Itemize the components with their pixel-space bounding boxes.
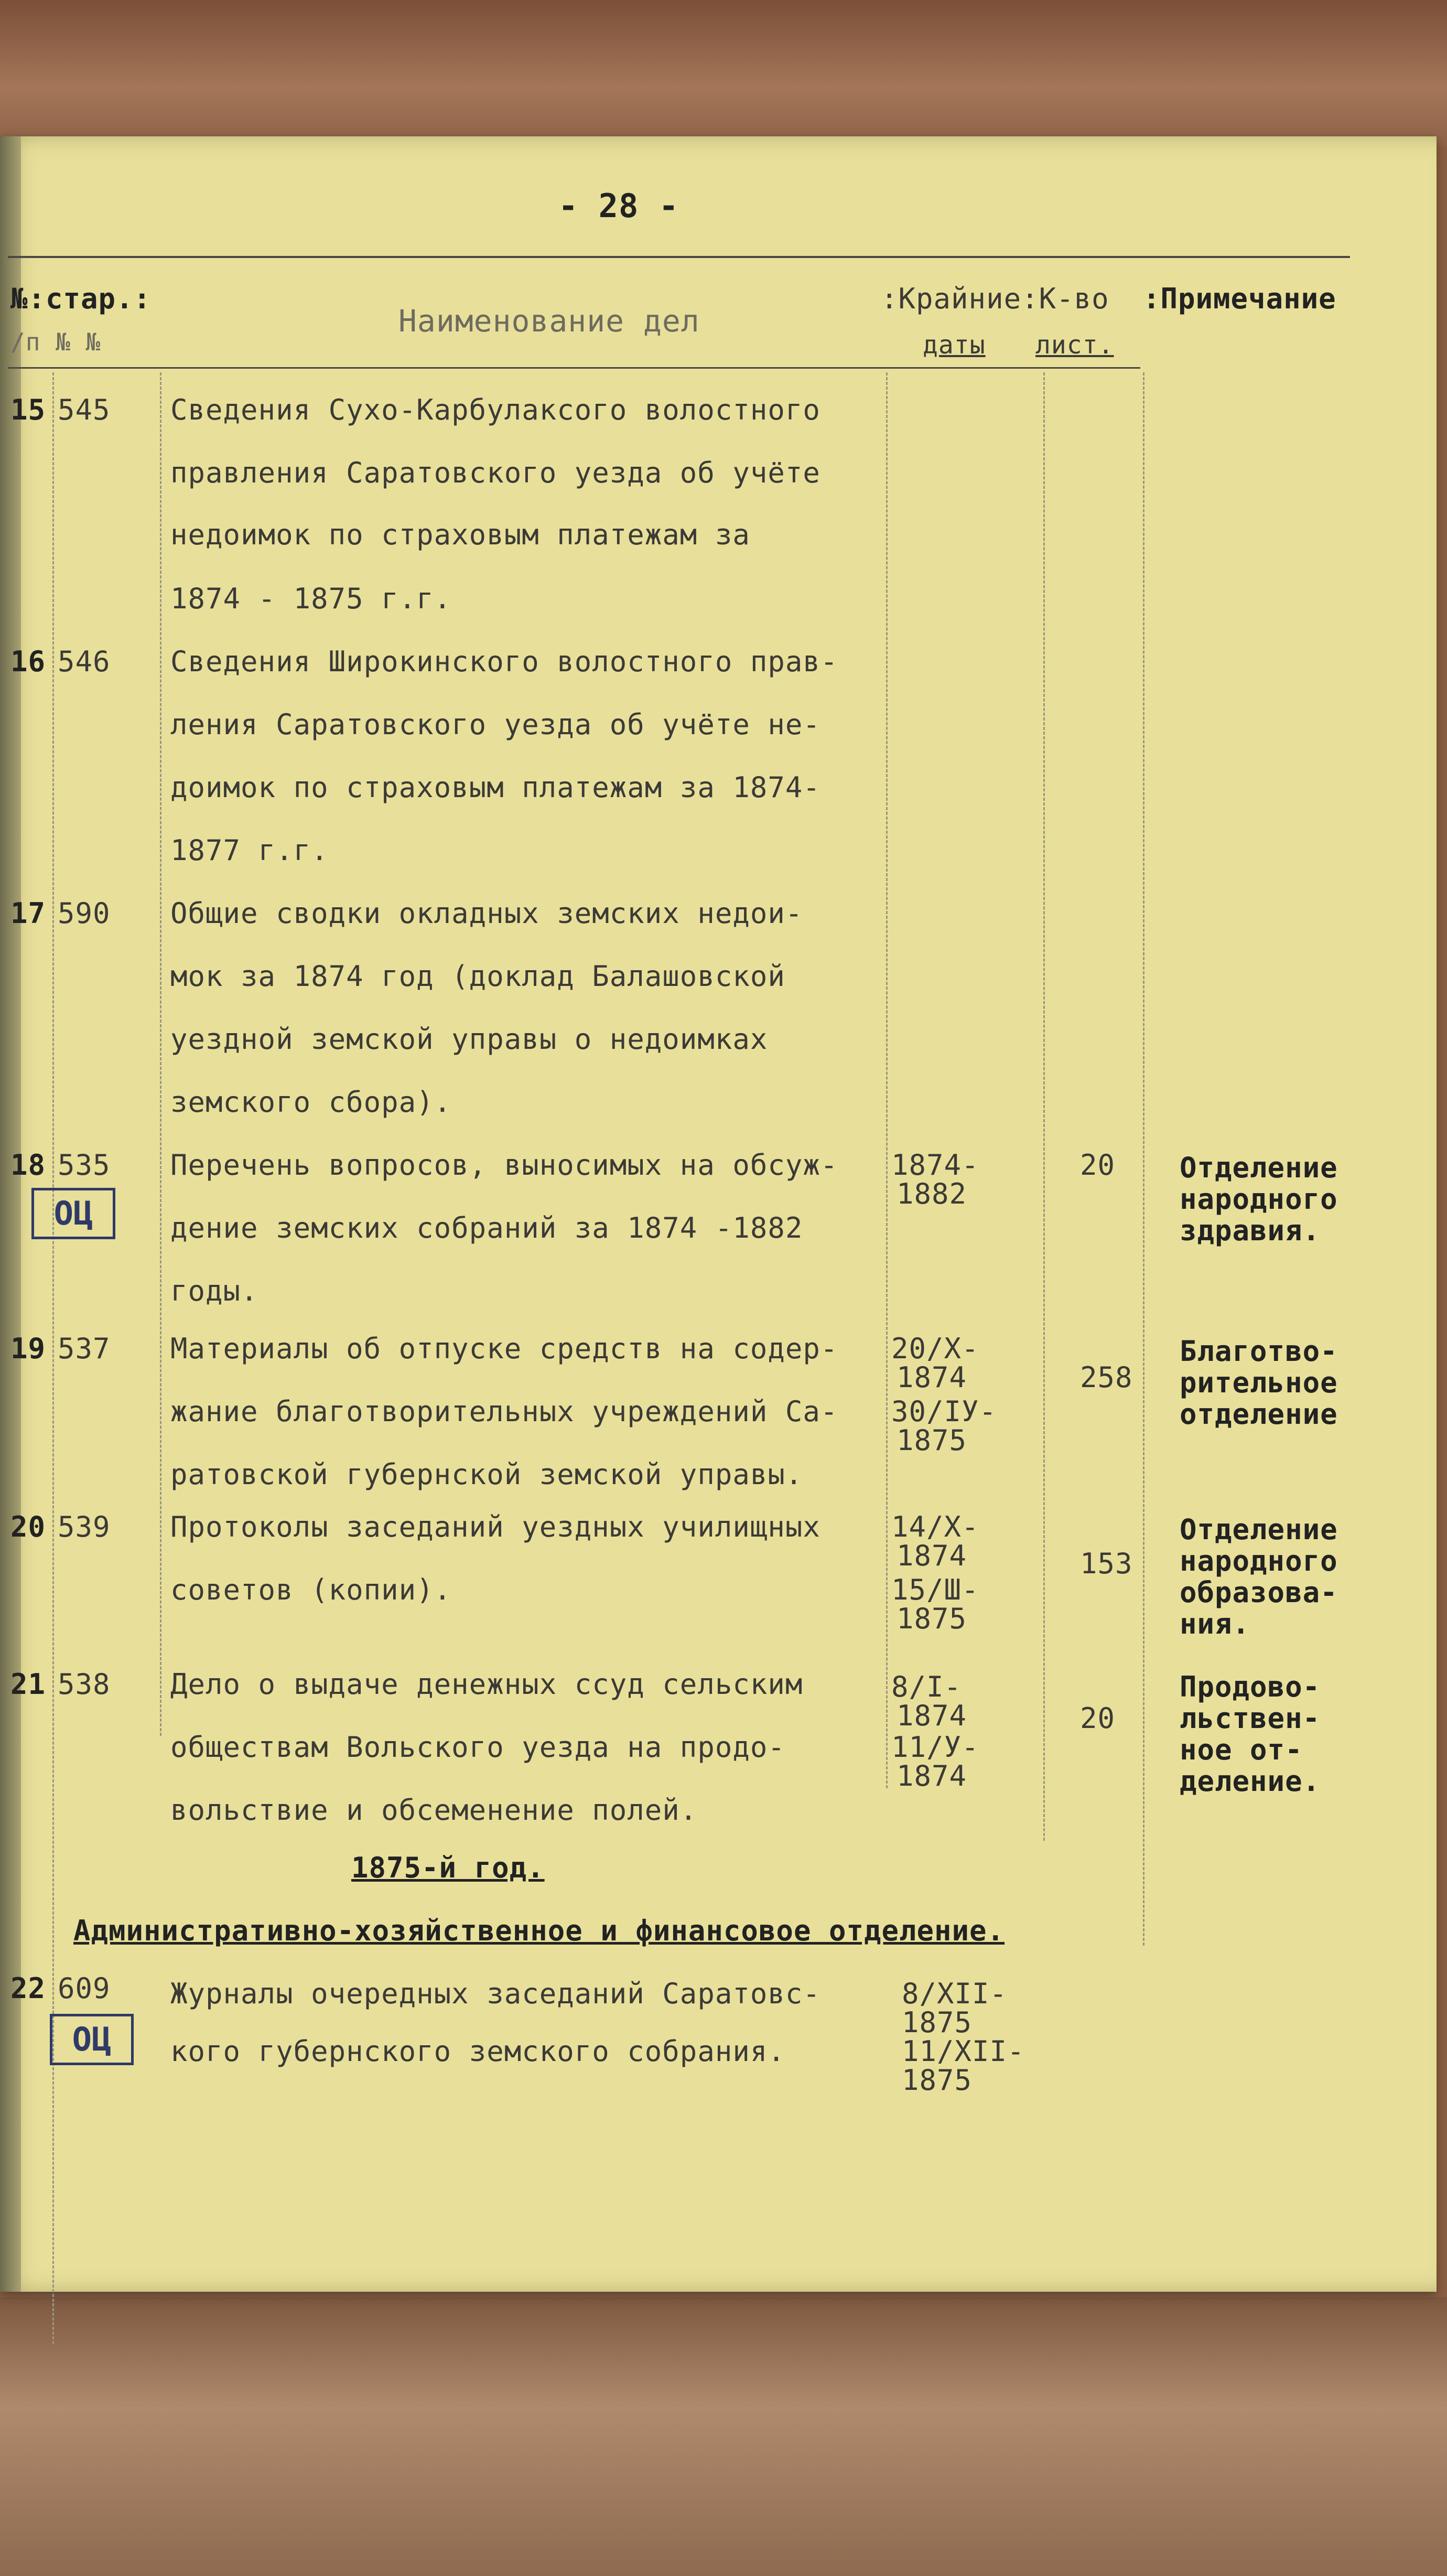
entry-number: 17 (10, 897, 46, 930)
entry-title-line: правления Саратовского уезда об учёте (170, 456, 820, 489)
entry-title-line: ратовской губернской земской управы. (170, 1458, 803, 1491)
entry-old-number: 539 (58, 1510, 111, 1543)
entry-date: 20/Х- (891, 1332, 979, 1365)
entry-title-line: Журналы очередных заседаний Саратовс- (170, 1977, 820, 2010)
entry-date: 1874 (897, 1759, 967, 1793)
entry-title-line: обществам Вольского уезда на продо- (170, 1731, 785, 1764)
entry-number: 22 (10, 1972, 46, 2005)
entry-title-line: Материалы об отпуске средств на содер- (170, 1332, 838, 1365)
entry-date: 1875 (897, 1424, 967, 1457)
header-col-name: Наименование дел (398, 303, 700, 339)
entry-title-line: 1877 г.г. (170, 834, 329, 867)
entry-date: 8/I- (891, 1670, 962, 1703)
entry-number: 16 (10, 645, 46, 678)
entry-date: 1874- (891, 1149, 979, 1182)
entry-title-line: Дело о выдаче денежных ссуд сельским (170, 1668, 803, 1701)
year-heading: 1875-й год. (351, 1851, 545, 1884)
entry-title-line: Сведения Широкинского волостного прав- (170, 645, 838, 678)
entry-sheet-count: 20 (1080, 1702, 1116, 1735)
entry-note-line: Отделение (1180, 1513, 1338, 1546)
entry-date: 1874 (897, 1539, 967, 1572)
entry-title-line: недоимок по страховым платежам за (170, 518, 750, 551)
entry-number: 15 (10, 393, 46, 426)
entry-title-line: Общие сводки окладных земских недои- (170, 897, 803, 930)
entry-note-line: деление. (1180, 1765, 1321, 1798)
entry-title-line: Перечень вопросов, выносимых на обсуж- (170, 1149, 838, 1182)
entry-note-line: народного (1180, 1183, 1338, 1216)
entry-note-line: льствен- (1180, 1702, 1321, 1735)
entry-old-number: 590 (58, 897, 111, 930)
entry-title-line: мок за 1874 год (доклад Балашовской (170, 960, 785, 993)
document-page (0, 136, 1437, 2292)
entry-date: 14/Х- (891, 1510, 979, 1543)
header-col-dates: :Крайние:К-во (881, 282, 1109, 315)
entry-date: 1875 (902, 2006, 973, 2039)
entry-date: 15/Ш- (891, 1573, 979, 1606)
entry-note-line: ное от- (1180, 1733, 1303, 1766)
entry-title-line: Сведения Сухо-Карбулаксого волостного (170, 393, 820, 426)
entry-old-number: 545 (58, 393, 111, 426)
entry-number: 21 (10, 1668, 46, 1701)
entry-title-line: жание благотворительных учреждений Са- (170, 1395, 838, 1428)
entry-date: 1875 (897, 1602, 967, 1635)
entry-old-number: 538 (58, 1668, 111, 1701)
header-col-no-sub: /п № № (10, 328, 101, 356)
oc-stamp: ОЦ (50, 2014, 134, 2065)
header-top-rule (8, 256, 1350, 258)
entry-note-line: Отделение (1180, 1151, 1338, 1184)
page-number: - 28 - (558, 187, 679, 225)
column-divider (160, 372, 161, 1736)
column-divider (1143, 372, 1144, 1946)
desk-surface-bottom (0, 2297, 1447, 2576)
entry-note-line: образова- (1180, 1576, 1338, 1609)
entry-title-line: ления Саратовского уезда об учёте не- (170, 708, 820, 741)
column-divider (886, 372, 888, 1788)
entry-note-line: Продово- (1180, 1670, 1321, 1703)
entry-old-number: 537 (58, 1332, 111, 1365)
entry-date: 1874 (897, 1699, 967, 1732)
entry-number: 20 (10, 1510, 46, 1543)
header-col-dates-sub: даты (923, 330, 986, 360)
entry-title-line: 1874 - 1875 г.г. (170, 582, 452, 615)
entry-note-line: отделение (1180, 1398, 1338, 1431)
entry-date: 11/ХII- (902, 2035, 1025, 2068)
entry-date: 8/ХII- (902, 1977, 1008, 2010)
oc-stamp: ОЦ (31, 1188, 115, 1239)
entry-sheet-count: 258 (1080, 1361, 1133, 1394)
entry-date: 1882 (897, 1177, 967, 1210)
entry-old-number: 609 (58, 1972, 111, 2005)
entry-title-line: доимок по страховым платежам за 1874- (170, 771, 820, 804)
section-heading: Административно-хозяйственное и финансовое отделение. (73, 1914, 1005, 1947)
entry-date: 30/IУ- (891, 1395, 997, 1428)
entry-title-line: советов (копии). (170, 1573, 452, 1606)
entry-date: 1875 (902, 2064, 973, 2097)
entry-old-number: 546 (58, 645, 111, 678)
entry-title-line: земского сбора). (170, 1086, 452, 1119)
desk-surface-top (0, 0, 1447, 147)
entry-title-line: Протоколы заседаний уездных училищных (170, 1510, 820, 1543)
entry-note-line: рительное (1180, 1366, 1338, 1399)
header-col-qty-sub: лист. (1035, 330, 1114, 360)
header-col-note: :Примечание (1143, 282, 1336, 315)
entry-old-number: 535 (58, 1149, 111, 1182)
entry-title-line: вольствие и обсеменение полей. (170, 1794, 698, 1827)
binding-spine (0, 136, 21, 2292)
entry-sheet-count: 20 (1080, 1149, 1116, 1182)
column-divider (1043, 372, 1045, 1841)
header-bottom-rule (8, 367, 1140, 369)
entry-note-line: ния. (1180, 1607, 1250, 1640)
header-col-no: №:стар.: (10, 282, 152, 315)
entry-title-line: кого губернского земского собрания. (170, 2035, 785, 2068)
entry-date: 1874 (897, 1361, 967, 1394)
entry-title-line: уездной земской управы о недоимках (170, 1023, 768, 1056)
entry-note-line: Благотво- (1180, 1335, 1338, 1368)
entry-title-line: годы. (170, 1274, 258, 1307)
entry-number: 18 (10, 1149, 46, 1182)
entry-note-line: здравия. (1180, 1214, 1321, 1247)
entry-number: 19 (10, 1332, 46, 1365)
entry-note-line: народного (1180, 1544, 1338, 1577)
entry-date: 11/У- (891, 1731, 979, 1764)
entry-sheet-count: 153 (1080, 1547, 1133, 1580)
entry-title-line: дение земских собраний за 1874 -1882 (170, 1211, 803, 1244)
